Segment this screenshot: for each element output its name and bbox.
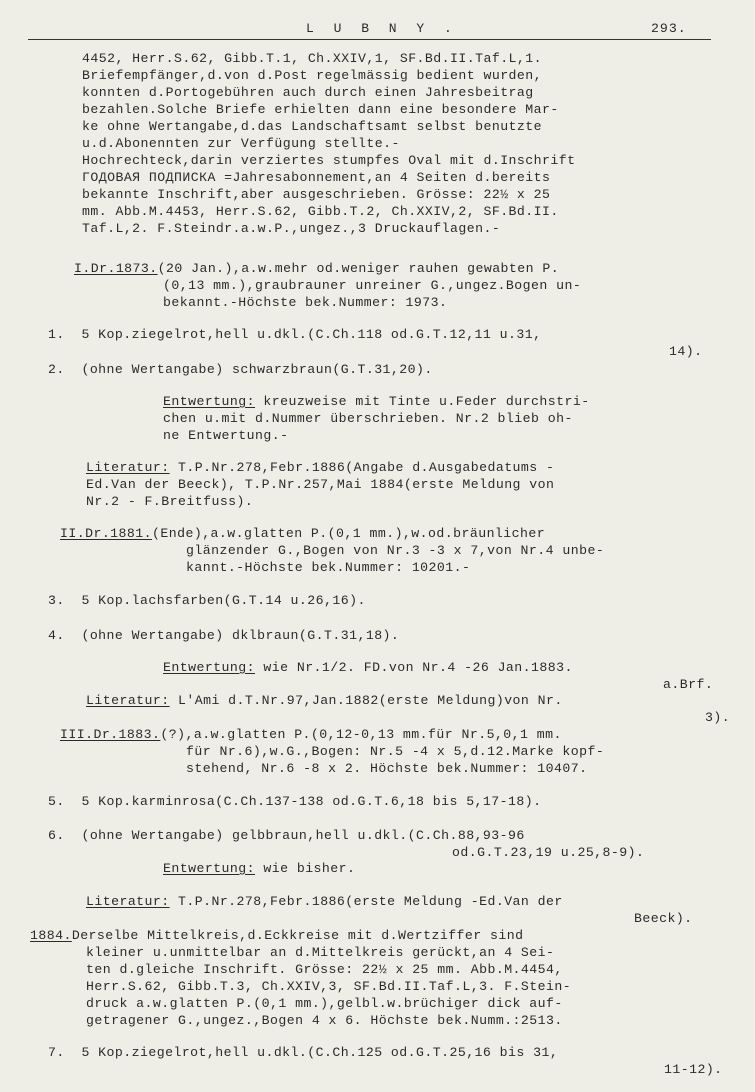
text-line [48, 793, 541, 810]
line-text: wie bisher. [255, 861, 356, 876]
line-text: stehend, Nr.6 -8 x 2. Höchste bek.Nummer: 10407. [186, 761, 588, 776]
text-line [86, 476, 554, 493]
underlined-heading: II.Dr.1881. [60, 526, 153, 541]
text-line [48, 592, 366, 609]
line-text: a.Brf. [663, 677, 714, 692]
text-line [663, 676, 713, 693]
line-text: (0,13 mm.),graubrauner unreiner G.,ungez.Bogen un- [163, 278, 582, 293]
text-line [48, 1044, 558, 1061]
text-line [86, 459, 554, 476]
line-text: Beeck). [634, 911, 693, 926]
text-line [86, 893, 563, 910]
line-text: T.P.Nr.278,Febr.1886(erste Meldung -Ed.Van der [169, 894, 563, 909]
line-text: bekannte Inschrift,aber ausgeschrieben. Grösse: 22½ x 25 [82, 187, 551, 202]
line-text: 11-12). [664, 1062, 723, 1077]
line-text: L'Ami d.T.Nr.97,Jan.1882(erste Meldung)von Nr. [169, 693, 563, 708]
line-text: u.d.Abonennten zur Verfügung stellte.- [82, 136, 400, 151]
underlined-heading: Literatur: [86, 894, 170, 909]
text-line [82, 220, 500, 237]
text-line [48, 361, 433, 378]
text-line [82, 67, 542, 84]
line-text: kleiner u.unmittelbar an d.Mittelkreis gerückt,an 4 Sei- [86, 945, 555, 960]
line-text: 14). [669, 344, 703, 359]
line-text: kreuzweise mit Tinte u.Feder durchstri- [255, 394, 590, 409]
line-text: ГОДОВАЯ ПОДПИСКА =Jahresabonnement,an 4 Seiten d.bereits [82, 170, 551, 185]
text-line [82, 50, 542, 67]
line-text: ke ohne Wertangabe,d.das Landschaftsamt selbst benutzte [82, 119, 543, 134]
line-text: 5. 5 Kop.karminrosa(C.Ch.137-138 od.G.T.6,18 bis 5,17-18). [48, 794, 542, 809]
underlined-heading: Literatur: [86, 460, 170, 475]
line-text: mm. Abb.M.4453, Herr.S.62, Gibb.T.2, Ch.XXIV,2, SF.Bd.II. [82, 204, 559, 219]
line-text: 4. (ohne Wertangabe) dklbraun(G.T.31,18). [48, 628, 400, 643]
line-text: 7. 5 Kop.ziegelrot,hell u.dkl.(C.Ch.125 od.G.T.25,16 bis 31, [48, 1045, 559, 1060]
line-text: 3). [705, 710, 731, 725]
line-text: druck a.w.glatten P.(0,1 mm.),gelbl.w.brüchiger dick auf- [86, 996, 563, 1011]
line-text: Ed.Van der Beeck), T.P.Nr.257,Mai 1884(erste Meldung von [86, 477, 555, 492]
text-line [48, 326, 541, 343]
underlined-heading: 1884. [30, 928, 72, 943]
text-line [74, 260, 559, 277]
line-text: (Ende),a.w.glatten P.(0,1 mm.),w.od.bräunlicher [152, 526, 546, 541]
running-title: L U B N Y . [306, 21, 458, 36]
line-text: für Nr.6),w.G.,Bogen: Nr.5 -4 x 5,d.12.Marke kopf- [186, 744, 605, 759]
line-text: kannt.-Höchste bek.Nummer: 10201.- [186, 560, 471, 575]
text-line [86, 1012, 563, 1029]
text-line [186, 760, 587, 777]
line-text: 3. 5 Kop.lachsfarben(G.T.14 u.26,16). [48, 593, 366, 608]
text-line [163, 410, 573, 427]
page-number: 293. [651, 21, 687, 36]
line-text: Hochrechteck,darin verziertes stumpfes Oval mit d.Inschrift [82, 153, 576, 168]
text-line [82, 169, 550, 186]
line-text: (20 Jan.),a.w.mehr od.weniger rauhen gewabten P. [157, 261, 560, 276]
line-text: T.P.Nr.278,Febr.1886(Angabe d.Ausgabedatums - [169, 460, 555, 475]
line-text: ne Entwertung.- [163, 428, 289, 443]
text-line [186, 542, 604, 559]
line-text: glänzender G.,Bogen von Nr.3 -3 x 7,von Nr.4 unbe- [186, 543, 605, 558]
text-line [60, 525, 545, 542]
line-text: Derselbe Mittelkreis,d.Eckkreise mit d.Wertziffer sind [71, 928, 524, 943]
text-line [86, 944, 554, 961]
line-text: Taf.L,2. F.Steindr.a.w.P.,ungez.,3 Druckauflagen.- [82, 221, 501, 236]
line-text: 6. (ohne Wertangabe) gelbbraun,hell u.dkl.(C.Ch.88,93-96 [48, 828, 525, 843]
underlined-heading: Entwertung: [163, 660, 256, 675]
text-line [82, 203, 559, 220]
line-text: chen u.mit d.Nummer überschrieben. Nr.2 blieb oh- [163, 411, 573, 426]
text-line [48, 827, 525, 844]
text-line [86, 995, 563, 1012]
text-line [163, 393, 590, 410]
underlined-heading: Entwertung: [163, 861, 256, 876]
text-line [82, 152, 575, 169]
text-line [48, 627, 399, 644]
text-line [163, 860, 355, 877]
text-line [186, 559, 470, 576]
text-line [163, 427, 288, 444]
line-text: 1. 5 Kop.ziegelrot,hell u.dkl.(C.Ch.118 od.G.T.12,11 u.31, [48, 327, 542, 342]
line-text: wie Nr.1/2. FD.von Nr.4 -26 Jan.1883. [255, 660, 573, 675]
line-text: bezahlen.Solche Briefe erhielten dann eine besondere Mar- [82, 102, 559, 117]
line-text: Nr.2 - F.Breitfuss). [86, 494, 254, 509]
underlined-heading: III.Dr.1883. [60, 727, 161, 742]
text-line [664, 1061, 723, 1078]
underlined-heading: Entwertung: [163, 394, 256, 409]
line-text: (?),a.w.glatten P.(0,12-0,13 mm.für Nr.5,0,1 mm. [160, 727, 562, 742]
text-line [163, 294, 447, 311]
line-text: od.G.T.23,19 u.25,8-9). [452, 845, 645, 860]
text-line [163, 277, 581, 294]
text-line [669, 343, 702, 360]
text-line [30, 927, 523, 944]
line-text: 4452, Herr.S.62, Gibb.T.1, Ch.XXIV,1, SF.Bd.II.Taf.L,1. [82, 51, 543, 66]
line-text: konnten d.Portogebühren auch durch einen Jahresbeitrag [82, 85, 534, 100]
line-text: ten d.gleiche Inschrift. Grösse: 22½ x 25 mm. Abb.M.4454, [86, 962, 563, 977]
text-line [86, 978, 571, 995]
line-text: Herr.S.62, Gibb.T.3, Ch.XXIV,3, SF.Bd.II.Taf.L,3. F.Stein- [86, 979, 572, 994]
text-line [82, 84, 534, 101]
text-line [86, 692, 563, 709]
text-line [186, 743, 604, 760]
text-line [60, 726, 562, 743]
line-text: 2. (ohne Wertangabe) schwarzbraun(G.T.31,20). [48, 362, 433, 377]
text-line [452, 844, 644, 861]
line-text: getragener G.,ungez.,Bogen 4 x 6. Höchste bek.Numm.:2513. [86, 1013, 563, 1028]
text-line [163, 659, 573, 676]
header-rule [28, 39, 711, 40]
underlined-heading: Literatur: [86, 693, 170, 708]
text-line [86, 961, 563, 978]
text-line [82, 118, 542, 135]
line-text: Briefempfänger,d.von d.Post regelmässig bedient wurden, [82, 68, 543, 83]
text-line [82, 186, 550, 203]
text-line [86, 493, 253, 510]
text-line [634, 910, 693, 927]
line-text: bekannt.-Höchste bek.Nummer: 1973. [163, 295, 448, 310]
text-line [82, 135, 400, 152]
underlined-heading: I.Dr.1873. [74, 261, 158, 276]
text-line [705, 709, 730, 726]
text-line [82, 101, 559, 118]
